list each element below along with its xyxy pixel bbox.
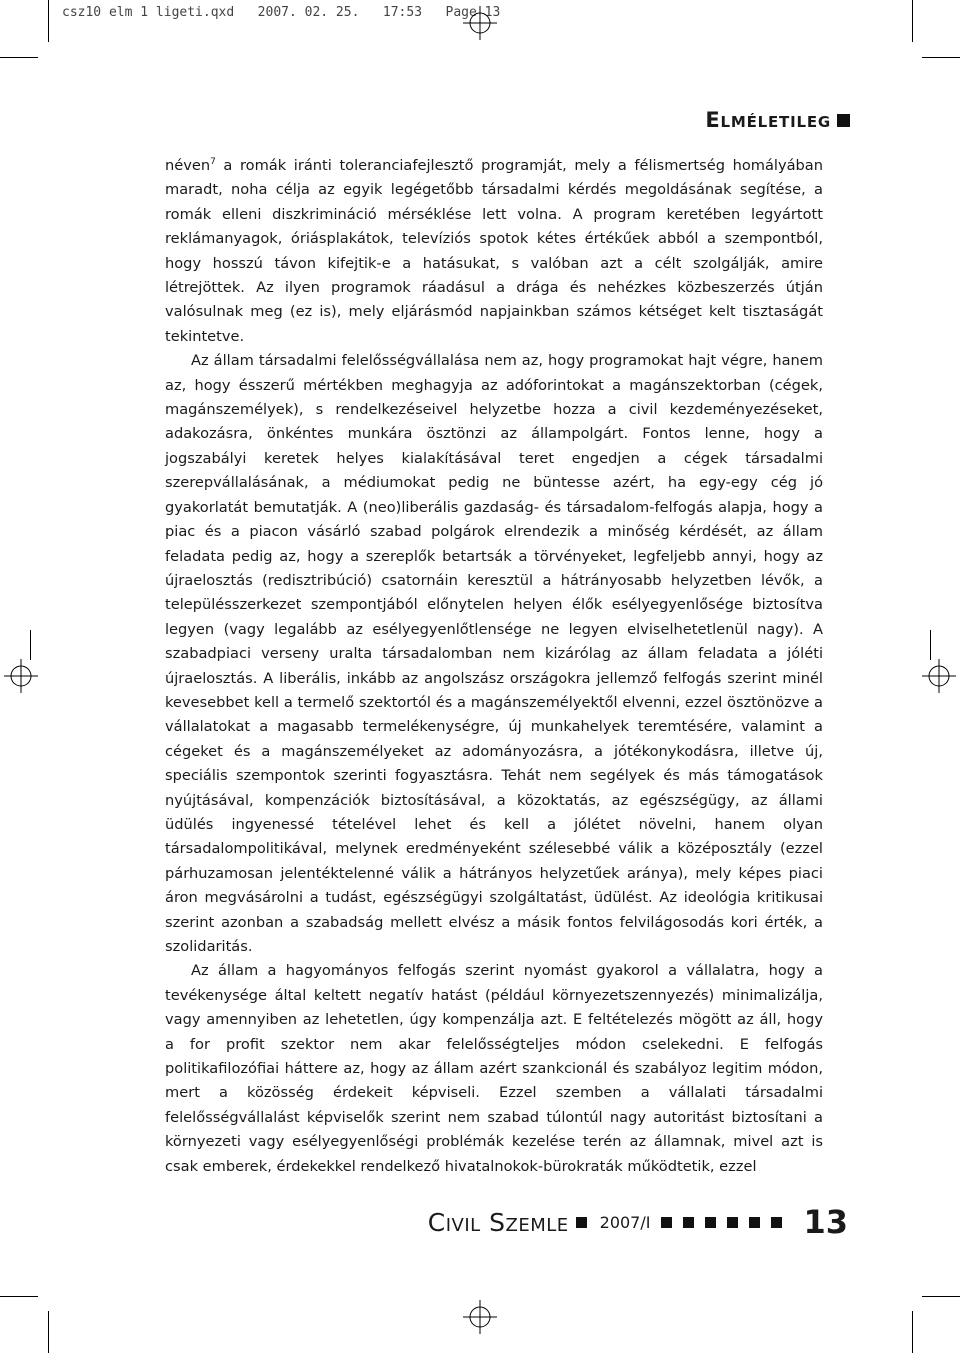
running-header [705, 108, 850, 132]
crop-mark-mid-left [30, 630, 31, 660]
footer-square-icon [727, 1217, 738, 1228]
crop-mark-bottom-left-horizontal [0, 1296, 38, 1297]
journal-title: Civil Szemle [427, 1207, 569, 1237]
registration-mark-left [4, 659, 38, 693]
crop-mark-bottom-left-vertical [48, 1311, 49, 1353]
page-number: 13 [803, 1203, 848, 1241]
crop-mark-bottom-right-horizontal [922, 1296, 960, 1297]
footer-square-icon [576, 1217, 587, 1228]
registration-mark-bottom [463, 1300, 497, 1334]
footnote-reference: 7 [210, 157, 216, 168]
registration-mark-right [922, 659, 956, 693]
crop-mark-top-left-horizontal [0, 57, 38, 58]
footer-square-icon [705, 1217, 716, 1228]
crop-mark-top-left-vertical [48, 0, 49, 42]
crop-mark-mid-right [930, 630, 931, 660]
footer-square-icon [749, 1217, 760, 1228]
print-slug: csz10 elm 1 ligeti.qxd 2007. 02. 25. 17:53 Page 13 [62, 5, 501, 20]
running-footer [428, 1203, 848, 1241]
paragraph-1-start: néven [165, 157, 211, 174]
footer-square-icon [683, 1217, 694, 1228]
header-square-icon [837, 114, 850, 127]
registration-mark-top [463, 6, 497, 40]
issue-label: 2007/I [599, 1212, 651, 1232]
paragraph-1-text: a romák iránti toleranciafejlesztő programját, mely a félismertség homályában maradt, noha célja az egyik legégetőbb társadalmi kérdés megoldásának segítése, a romák elleni diszkrimináció mérséklése lett volna. A program keretében legyártott reklámanyagok, óriásplakátok, televíziós spotok kétes értékűek abból a szempontból, hogy hosszú távon kifejtik-e a hatásukat, s valóban azt a célt szolgálják, amire létrejöttek. Az ilyen programok ráadásul a drága és nehézkes közbeszerzés útján valósulnak meg (ez is), mely eljárásmód napjainkban számos kétséget kelt tisztaságát tekintetve. [165, 157, 823, 345]
footer-square-icon [771, 1217, 782, 1228]
section-title: Elméletileg [705, 108, 831, 132]
crop-mark-bottom-right-vertical [912, 1311, 913, 1353]
crop-mark-top-right-horizontal [922, 57, 960, 58]
crop-mark-top-right-vertical [912, 0, 913, 42]
paragraph-1 [165, 154, 823, 349]
paragraph-3: Az állam a hagyományos felfogás szerint nyomást gyakorol a vállalatra, hogy a tevékenysége által keltett negatív hatást (például környezetszennyezés) minimalizálja, vagy amennyiben az lehetetlen, úgy kompenzálja azt. E feltételezés mögött az áll, hogy a for profit szektor nem akar felelősségteljes módon cselekedni. E felfogás politikafilozófiai háttere az, hogy az állam azért szankcionál és szabályoz legitim módon, mert a közösség érdekeit képviseli. Ezzel szemben a vállalati társadalmi felelősségvállalást képviselők szerint nem szabad túlontúl nagy autoritást biztosítani a környezeti vagy esélyegyenlőségi problémák kezelése terén az államnak, mivel azt is csak emberek, érdekekkel rendelkező hivatalnokok-bürokraták működtetik, ezzel [165, 962, 823, 1175]
paragraph-2: Az állam társadalmi felelősségvállalása nem az, hogy programokat hajt végre, hanem az, hogy ésszerű mértékben meghagyja az adóforintokat a magánszektorban (cégek, magánszemélyek), s rendelkezéseivel helyzetbe hozza a civil kezdeményezéseket, adakozásra, önkéntes munkára ösztönzi az állampolgárt. Fontos lenne, hogy a jogszabályi keretek helyes kialakításával teret engedjen a cégek társadalmi szerepvállalásának, a médiumokat pedig ne büntesse azért, ha egy-egy cég jó gyakorlatát bemutatják. A (neo)liberális gazdaság- és társadalom-felfogás alapja, hogy a piac és a piacon vásárló szabad polgárok elrendezik a minőség kérdését, az állam feladata pedig az, hogy a szereplők betartsák a törvényeket, legfeljebb annyi, hogy az újraelosztás (redisztribúció) csatornáin keresztül a hátrányosabb helyzetben lévők, a településszerkezet szempontjából előnytelen helyen élők esélyegyenlősége biztosítva legyen (vagy legalább az esélyegyenlőtlensége ne legyen elviselhetetlenül nagy). A szabadpiaci verseny uralta társadalomban nem kizárólag az állam feladata a jóléti újraelosztás. A liberális, inkább az angolszász országokra jellemző felfogás szerint minél kevesebbet kell a termelő szektortól és a magánszemélyektől elvenni, ezzel ösztönözve a vállalatokat a magasabb termelékenységre, új munkahelyek teremtésére, valamint a cégeket és a magánszemélyeket az adományozásra, a jótékonykodásra, illetve új, speciális szempontok szerinti fogyasztásra. Tehát nem segélyek és más támogatások nyújtásával, kompenzációk biztosításával, a közoktatás, az egészségügy, az állami üdülés ingyenessé tételével lehet és kell a jólétet növelni, hanem olyan társadalompolitikával, melynek eredményeként szélesebbé válik a középosztály (ezzel párhuzamosan jelentéktelenné válik a hátrányos helyzetűek aránya), mely képes piaci áron megvásárolni a tudást, egészségügyi szolgáltatást, üdülést. Az ideológia kritikusai szerint azonban a szabadság mellett elvész a másik fontos felvilágosodás kori érték, a szolidaritás. [165, 352, 823, 955]
article-body [165, 154, 823, 1179]
footer-square-icon [661, 1217, 672, 1228]
